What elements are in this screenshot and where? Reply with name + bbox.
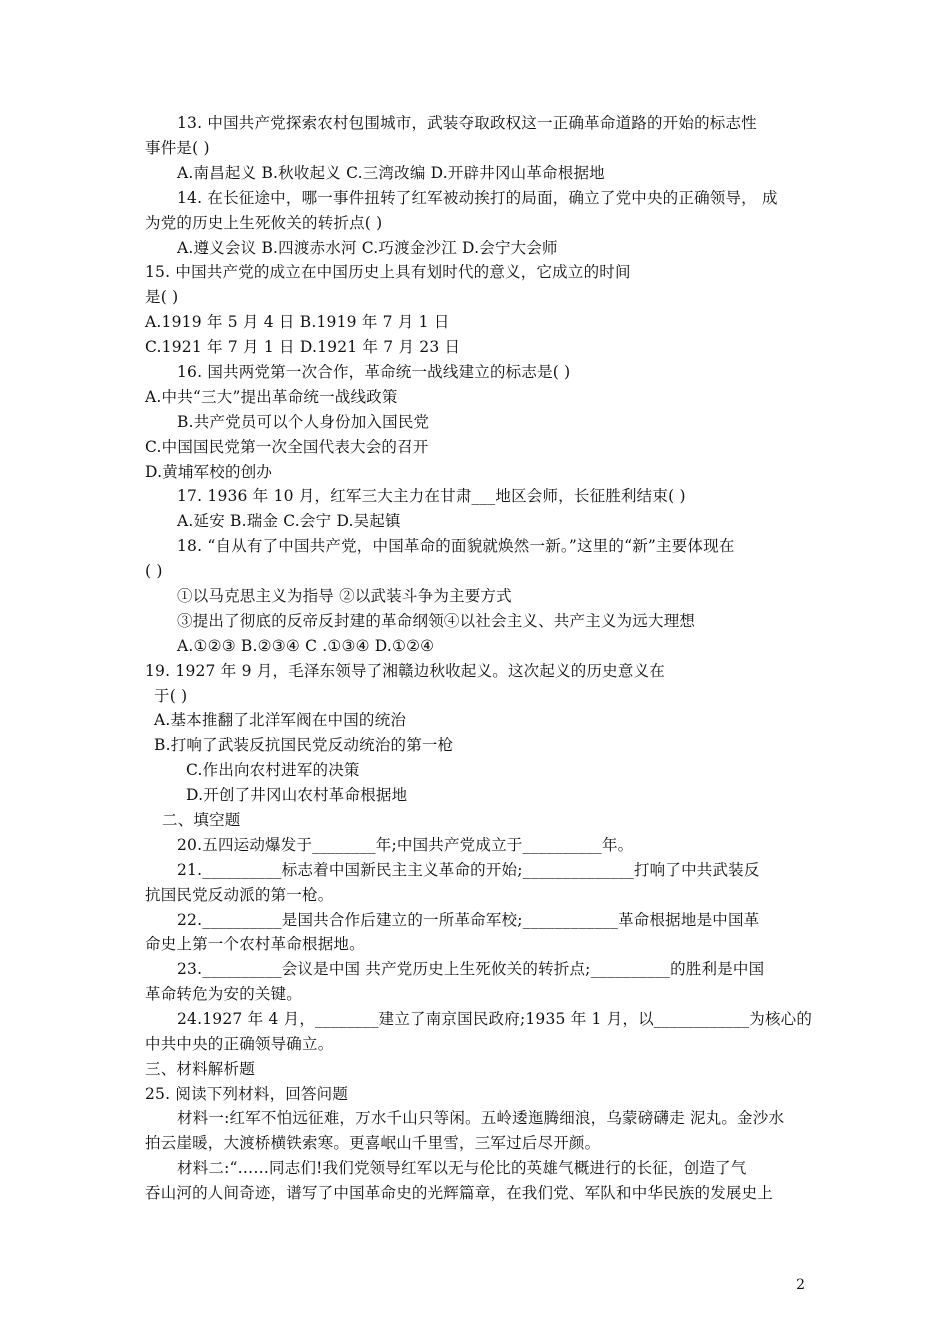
text-line: 抗国民党反动派的第一枪。 [145, 886, 334, 904]
text-line: ( ) [145, 562, 163, 580]
text-line: A.基本推翻了北洋军阀在中国的统治 [154, 711, 407, 729]
text-line: 材料一:红军不怕远征难，万水千山只等闲。五岭逶迤腾细浪，乌蒙磅礴走 泥丸。金沙水 [177, 1109, 785, 1127]
text-line: 事件是( ) [145, 139, 210, 157]
text-line: 22.__________是国共合作后建立的一所革命军校;____________革命根据地是中国革 [177, 911, 760, 929]
text-line: 18. “自从有了中国共产党，中国革命的面貌就焕然一新。”这里的“新”主要体现在 [177, 537, 735, 555]
text-line: 15. 中国共产党的成立在中国历史上具有划时代的意义，它成立的时间 [145, 263, 631, 281]
text-line: 于( ) [154, 687, 188, 705]
text-line: A.延安 B.瑞金 C.会宁 D.吴起镇 [177, 512, 401, 530]
text-line: 25. 阅读下列材料，回答问题 [145, 1085, 349, 1103]
text-line: 二、填空题 [162, 811, 241, 829]
text-line: A.南昌起义 B.秋收起义 C.三湾改编 D.开辟井冈山革命根据地 [177, 164, 605, 182]
text-line: D.开创了井冈山农村革命根据地 [186, 786, 408, 804]
text-line: 19. 1927 年 9 月，毛泽东领导了湘赣边秋收起义。这次起义的历史意义在 [145, 662, 665, 680]
text-line: A.中共“三大”提出革命统一战线政策 [145, 388, 398, 406]
text-line: 17. 1936 年 10 月，红军三大主力在甘肃___地区会师，长征胜利结束( ) [177, 487, 686, 505]
text-line: 拍云崖暖，大渡桥横铁索寒。更喜岷山千里雪，三军过后尽开颜。 [145, 1134, 601, 1152]
text-line: 吞山河的人间奇迹，谱写了中国革命史的光辉篇章，在我们党、军队和中华民族的发展史上 [145, 1184, 774, 1202]
text-line: 材料二:“……同志们!我们党领导红军以无与伦比的英雄气概进行的长征，创造了气 [177, 1159, 747, 1177]
text-line: ③提出了彻底的反帝反封建的革命纲领④以社会主义、共产主义为远大理想 [177, 612, 696, 630]
text-line: 中共中央的正确领导确立。 [145, 1035, 334, 1053]
text-line: 是( ) [145, 288, 179, 306]
text-line: 20.五四运动爆发于________年;中国共产党成立于__________年。 [177, 836, 634, 854]
text-line: A.1919 年 5 月 4 日 B.1919 年 7 月 1 日 [145, 313, 450, 331]
text-line: C.作出向农村进军的决策 [186, 761, 360, 779]
text-line: 14. 在长征途中，哪一事件扭转了红军被动挨打的局面，确立了党中央的正确领导， 成 [177, 189, 778, 207]
page-number: 2 [796, 1277, 805, 1293]
text-line: B.共产党员可以个人身份加入国民党 [177, 413, 430, 431]
text-line: B.打响了武装反抗国民党反动统治的第一枪 [154, 736, 454, 754]
text-line: 23.__________会议是中国 共产党历史上生死攸关的转折点;__________的胜利是中国 [177, 960, 765, 978]
text-line: C.1921 年 7 月 1 日 D.1921 年 7 月 23 日 [145, 338, 461, 356]
text-line: A.①②③ B.②③④ C .①③④ D.①②④ [177, 637, 435, 655]
text-line: 命史上第一个农村革命根据地。 [145, 935, 365, 953]
text-line: 三、材料解析题 [145, 1060, 255, 1078]
text-line: ①以马克思主义为指导 ②以武装斗争为主要方式 [177, 587, 512, 605]
text-line: A.遵义会议 B.四渡赤水河 C.巧渡金沙江 D.会宁大会师 [177, 239, 558, 257]
text-line: 革命转危为安的关键。 [145, 985, 303, 1003]
text-line: C.中国国民党第一次全国代表大会的召开 [145, 438, 429, 456]
text-line: 为党的历史上生死攸关的转折点( ) [145, 214, 383, 232]
text-line: 16. 国共两党第一次合作，革命统一战线建立的标志是( ) [177, 363, 571, 381]
text-line: D.黄埔军校的创办 [145, 463, 273, 481]
text-line: 24.1927 年 4 月，________建立了南京国民政府;1935 年 1 月，以____________为核心的 [177, 1010, 813, 1028]
text-line: 21.__________标志着中国新民主主义革命的开始;______________打响了中共武装反 [177, 861, 760, 879]
text-line: 13. 中国共产党探索农村包围城市，武装夺取政权这一正确革命道路的开始的标志性 [177, 114, 757, 132]
